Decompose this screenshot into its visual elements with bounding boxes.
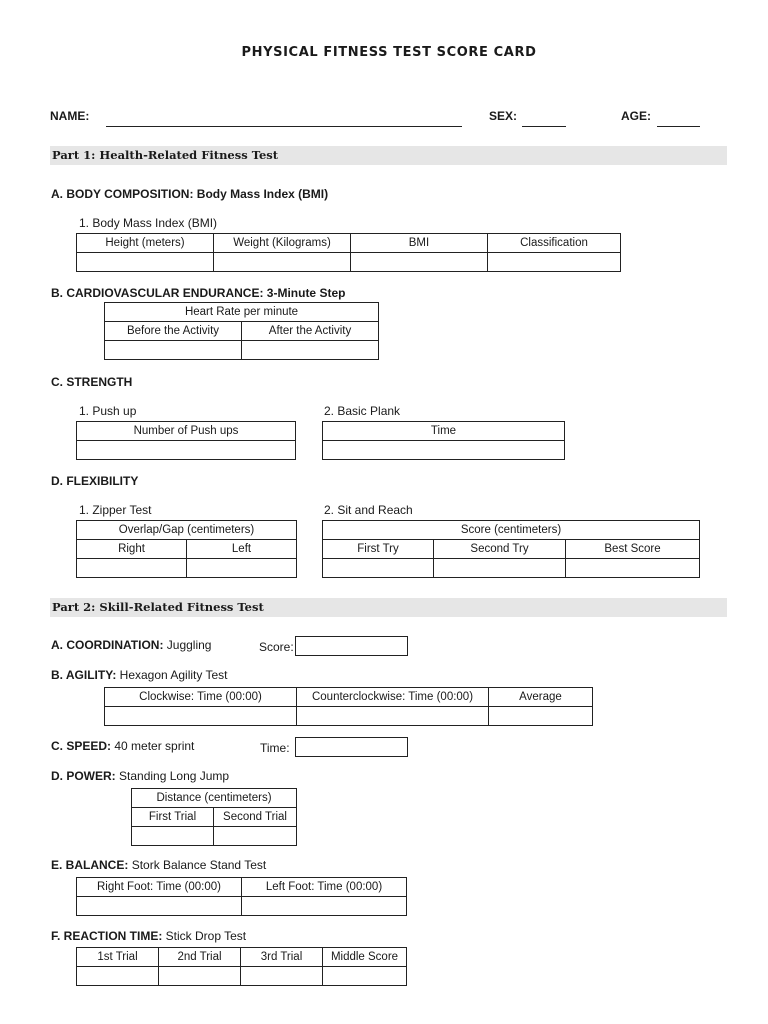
- part2-heading-bar: [50, 598, 727, 617]
- plank-col-time: Time: [323, 422, 565, 441]
- reaction-col-first: 1st Trial: [77, 948, 159, 967]
- balance-label: E. BALANCE: Stork Balance Stand Test: [51, 858, 267, 872]
- agility-label: B. AGILITY: Hexagon Agility Test: [51, 668, 228, 682]
- pushup-count-cell[interactable]: [77, 441, 296, 460]
- plank-sublabel: 2. Basic Plank: [324, 404, 401, 418]
- sit-reach-best-cell[interactable]: [566, 559, 700, 578]
- part1-heading: Part 1: Health-Related Fitness Test: [52, 148, 279, 162]
- sex-label: SEX:: [489, 109, 518, 123]
- power-second-cell[interactable]: [214, 827, 297, 846]
- sit-reach-sublabel: 2. Sit and Reach: [324, 503, 413, 517]
- reaction-second-cell[interactable]: [159, 967, 241, 986]
- age-field[interactable]: [657, 114, 700, 127]
- speed-time-label: Time:: [260, 741, 290, 755]
- zipper-col-right: Right: [77, 540, 187, 559]
- bmi-value-cell[interactable]: [351, 253, 488, 272]
- pushup-col-count: Number of Push ups: [77, 422, 296, 441]
- power-header: Distance (centimeters): [132, 789, 297, 808]
- agility-col-clockwise: Clockwise: Time (00:00): [105, 688, 297, 707]
- plank-time-cell[interactable]: [323, 441, 565, 460]
- balance-col-right: Right Foot: Time (00:00): [77, 878, 242, 897]
- strength-label: C. STRENGTH: [51, 375, 133, 389]
- heart-rate-before-cell[interactable]: [105, 341, 242, 360]
- agility-col-average: Average: [489, 688, 593, 707]
- heart-rate-table: [104, 302, 379, 360]
- agility-table: [104, 687, 593, 726]
- part1-heading-bar: [50, 146, 727, 165]
- page-title: PHYSICAL FITNESS TEST SCORE CARD: [241, 45, 537, 60]
- sex-field[interactable]: [522, 114, 566, 127]
- cardio-label: B. CARDIOVASCULAR ENDURANCE: 3-Minute Step: [51, 286, 346, 300]
- bmi-height-cell[interactable]: [77, 253, 214, 272]
- zipper-header: Overlap/Gap (centimeters): [77, 521, 297, 540]
- bmi-col-classification: Classification: [488, 234, 621, 253]
- zipper-left-cell[interactable]: [187, 559, 297, 578]
- pushup-sublabel: 1. Push up: [79, 404, 137, 418]
- coordination-score-box[interactable]: [295, 636, 408, 656]
- agility-col-counterclockwise: Counterclockwise: Time (00:00): [297, 688, 489, 707]
- heart-rate-after-cell[interactable]: [242, 341, 379, 360]
- agility-average-cell[interactable]: [489, 707, 593, 726]
- speed-label: C. SPEED: 40 meter sprint: [51, 739, 195, 753]
- reaction-col-third: 3rd Trial: [241, 948, 323, 967]
- power-label: D. POWER: Standing Long Jump: [51, 769, 230, 783]
- zipper-table: [76, 520, 297, 578]
- balance-table: [76, 877, 407, 916]
- pushup-table: [76, 421, 296, 460]
- balance-left-cell[interactable]: [242, 897, 407, 916]
- name-label: NAME:: [50, 109, 90, 123]
- reaction-middle-cell[interactable]: [323, 967, 407, 986]
- bmi-col-bmi: BMI: [351, 234, 488, 253]
- sit-reach-col-best: Best Score: [566, 540, 700, 559]
- heart-rate-header: Heart Rate per minute: [105, 303, 379, 322]
- part2-heading: Part 2: Skill-Related Fitness Test: [52, 600, 264, 614]
- balance-col-left: Left Foot: Time (00:00): [242, 878, 407, 897]
- speed-time-box[interactable]: [295, 737, 408, 757]
- zipper-col-left: Left: [187, 540, 297, 559]
- sit-reach-col-first: First Try: [323, 540, 434, 559]
- reaction-col-middle: Middle Score: [323, 948, 407, 967]
- sit-reach-col-second: Second Try: [434, 540, 566, 559]
- bmi-col-weight: Weight (Kilograms): [214, 234, 351, 253]
- coordination-label: A. COORDINATION: Juggling: [51, 638, 212, 652]
- bmi-weight-cell[interactable]: [214, 253, 351, 272]
- bmi-col-height: Height (meters): [77, 234, 214, 253]
- plank-table: [322, 421, 565, 460]
- bmi-sublabel: 1. Body Mass Index (BMI): [79, 216, 218, 230]
- balance-right-cell[interactable]: [77, 897, 242, 916]
- agility-clockwise-cell[interactable]: [105, 707, 297, 726]
- reaction-first-cell[interactable]: [77, 967, 159, 986]
- reaction-col-second: 2nd Trial: [159, 948, 241, 967]
- bmi-classification-cell[interactable]: [488, 253, 621, 272]
- reaction-third-cell[interactable]: [241, 967, 323, 986]
- bmi-table: [76, 233, 621, 272]
- zipper-right-cell[interactable]: [77, 559, 187, 578]
- reaction-time-label: F. REACTION TIME: Stick Drop Test: [51, 929, 247, 943]
- agility-counterclockwise-cell[interactable]: [297, 707, 489, 726]
- sit-reach-first-cell[interactable]: [323, 559, 434, 578]
- reaction-time-table: [76, 947, 407, 986]
- sit-reach-table: [322, 520, 700, 578]
- sit-reach-header: Score (centimeters): [323, 521, 700, 540]
- flexibility-label: D. FLEXIBILITY: [51, 474, 139, 488]
- power-first-cell[interactable]: [132, 827, 214, 846]
- name-field[interactable]: [106, 114, 462, 127]
- power-col-second: Second Trial: [214, 808, 297, 827]
- power-table: [131, 788, 297, 846]
- sit-reach-second-cell[interactable]: [434, 559, 566, 578]
- age-label: AGE:: [621, 109, 651, 123]
- power-col-first: First Trial: [132, 808, 214, 827]
- heart-rate-col-after: After the Activity: [242, 322, 379, 341]
- coordination-score-label: Score:: [259, 640, 294, 654]
- zipper-sublabel: 1. Zipper Test: [79, 503, 152, 517]
- heart-rate-col-before: Before the Activity: [105, 322, 242, 341]
- body-composition-label: A. BODY COMPOSITION: Body Mass Index (BMI): [51, 187, 329, 201]
